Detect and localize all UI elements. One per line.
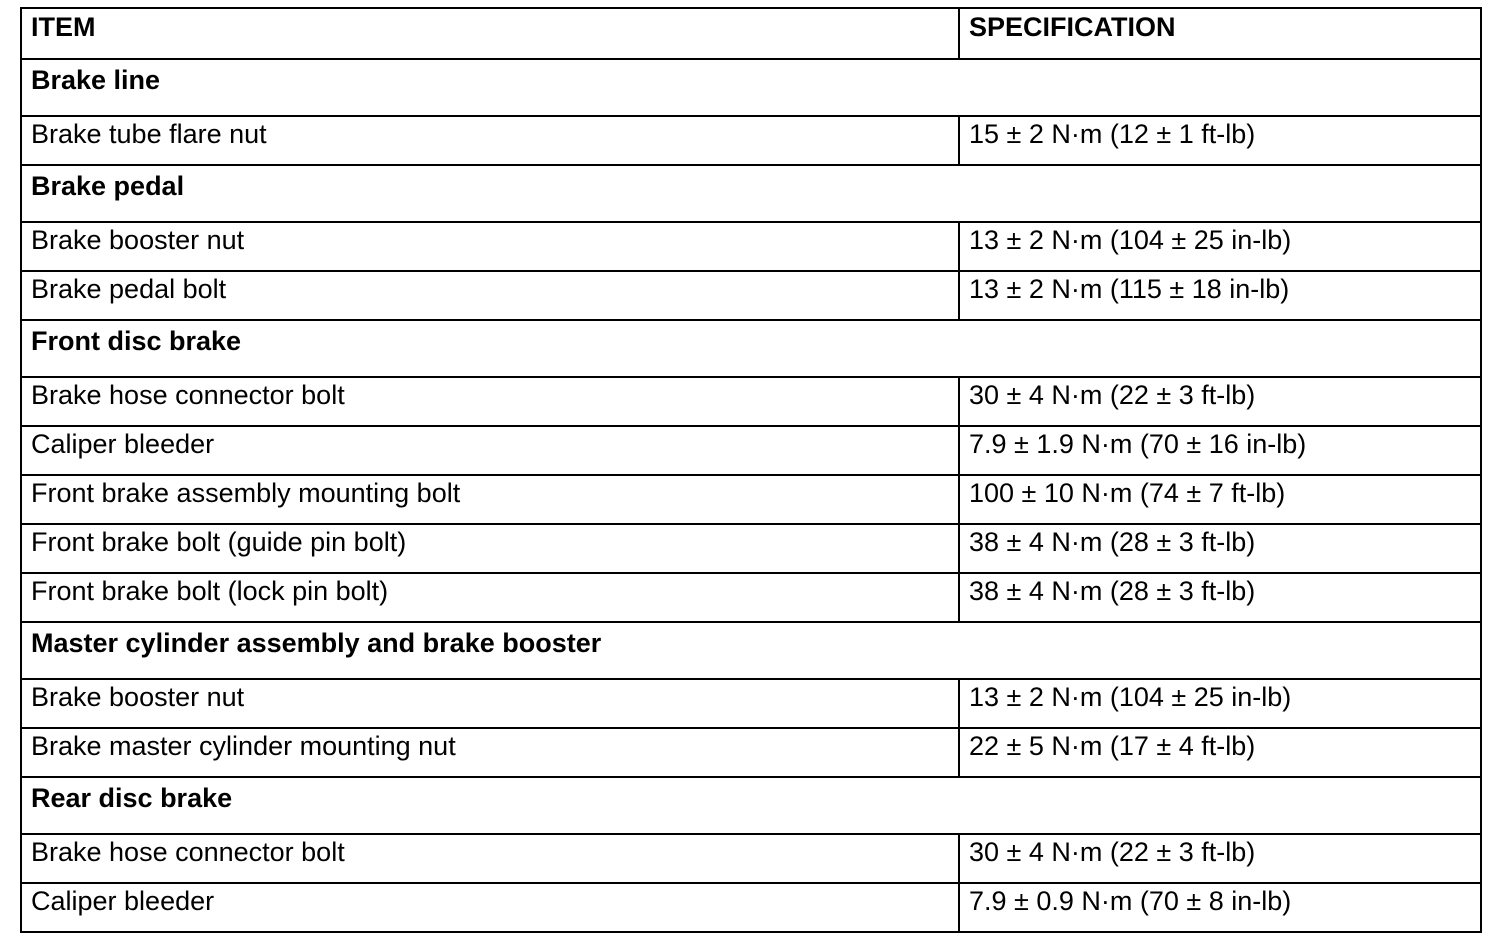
item-cell: Front brake bolt (lock pin bolt) — [21, 573, 959, 622]
section-title: Brake line — [21, 59, 1481, 116]
item-cell: Brake tube flare nut — [21, 116, 959, 165]
section-title: Rear disc brake — [21, 777, 1481, 834]
item-cell: Front brake assembly mounting bolt — [21, 475, 959, 524]
table-row — [21, 222, 1481, 271]
spec-cell: 38 ± 4 N·m (28 ± 3 ft-lb) — [959, 524, 1481, 573]
table-row — [21, 377, 1481, 426]
header-item: ITEM — [21, 8, 959, 59]
spec-cell: 13 ± 2 N·m (115 ± 18 in-lb) — [959, 271, 1481, 320]
spec-cell: 7.9 ± 0.9 N·m (70 ± 8 in-lb) — [959, 883, 1481, 932]
table-row — [21, 426, 1481, 475]
item-cell: Caliper bleeder — [21, 426, 959, 475]
section-row — [21, 777, 1481, 834]
item-cell: Brake hose connector bolt — [21, 377, 959, 426]
section-row — [21, 622, 1481, 679]
item-cell: Caliper bleeder — [21, 883, 959, 932]
spec-cell: 13 ± 2 N·m (104 ± 25 in-lb) — [959, 222, 1481, 271]
item-cell: Brake master cylinder mounting nut — [21, 728, 959, 777]
spec-cell: 100 ± 10 N·m (74 ± 7 ft-lb) — [959, 475, 1481, 524]
item-cell: Front brake bolt (guide pin bolt) — [21, 524, 959, 573]
item-cell: Brake pedal bolt — [21, 271, 959, 320]
table-row — [21, 116, 1481, 165]
table-row — [21, 883, 1481, 932]
spec-cell: 7.9 ± 1.9 N·m (70 ± 16 in-lb) — [959, 426, 1481, 475]
section-title: Brake pedal — [21, 165, 1481, 222]
table-row — [21, 271, 1481, 320]
item-cell: Brake booster nut — [21, 222, 959, 271]
header-specification: SPECIFICATION — [959, 8, 1481, 59]
spec-cell: 15 ± 2 N·m (12 ± 1 ft-lb) — [959, 116, 1481, 165]
table-row — [21, 728, 1481, 777]
item-cell: Brake hose connector bolt — [21, 834, 959, 883]
torque-spec-table — [20, 7, 1482, 933]
spec-cell: 30 ± 4 N·m (22 ± 3 ft-lb) — [959, 834, 1481, 883]
table-row — [21, 524, 1481, 573]
section-title: Front disc brake — [21, 320, 1481, 377]
table-row — [21, 834, 1481, 883]
table-row — [21, 679, 1481, 728]
section-title: Master cylinder assembly and brake booster — [21, 622, 1481, 679]
spec-cell: 22 ± 5 N·m (17 ± 4 ft-lb) — [959, 728, 1481, 777]
item-cell: Brake booster nut — [21, 679, 959, 728]
spec-cell: 38 ± 4 N·m (28 ± 3 ft-lb) — [959, 573, 1481, 622]
section-row — [21, 320, 1481, 377]
spec-cell: 13 ± 2 N·m (104 ± 25 in-lb) — [959, 679, 1481, 728]
spec-cell: 30 ± 4 N·m (22 ± 3 ft-lb) — [959, 377, 1481, 426]
table-header-row — [21, 8, 1481, 59]
table-row — [21, 475, 1481, 524]
section-row — [21, 59, 1481, 116]
section-row — [21, 165, 1481, 222]
table-row — [21, 573, 1481, 622]
